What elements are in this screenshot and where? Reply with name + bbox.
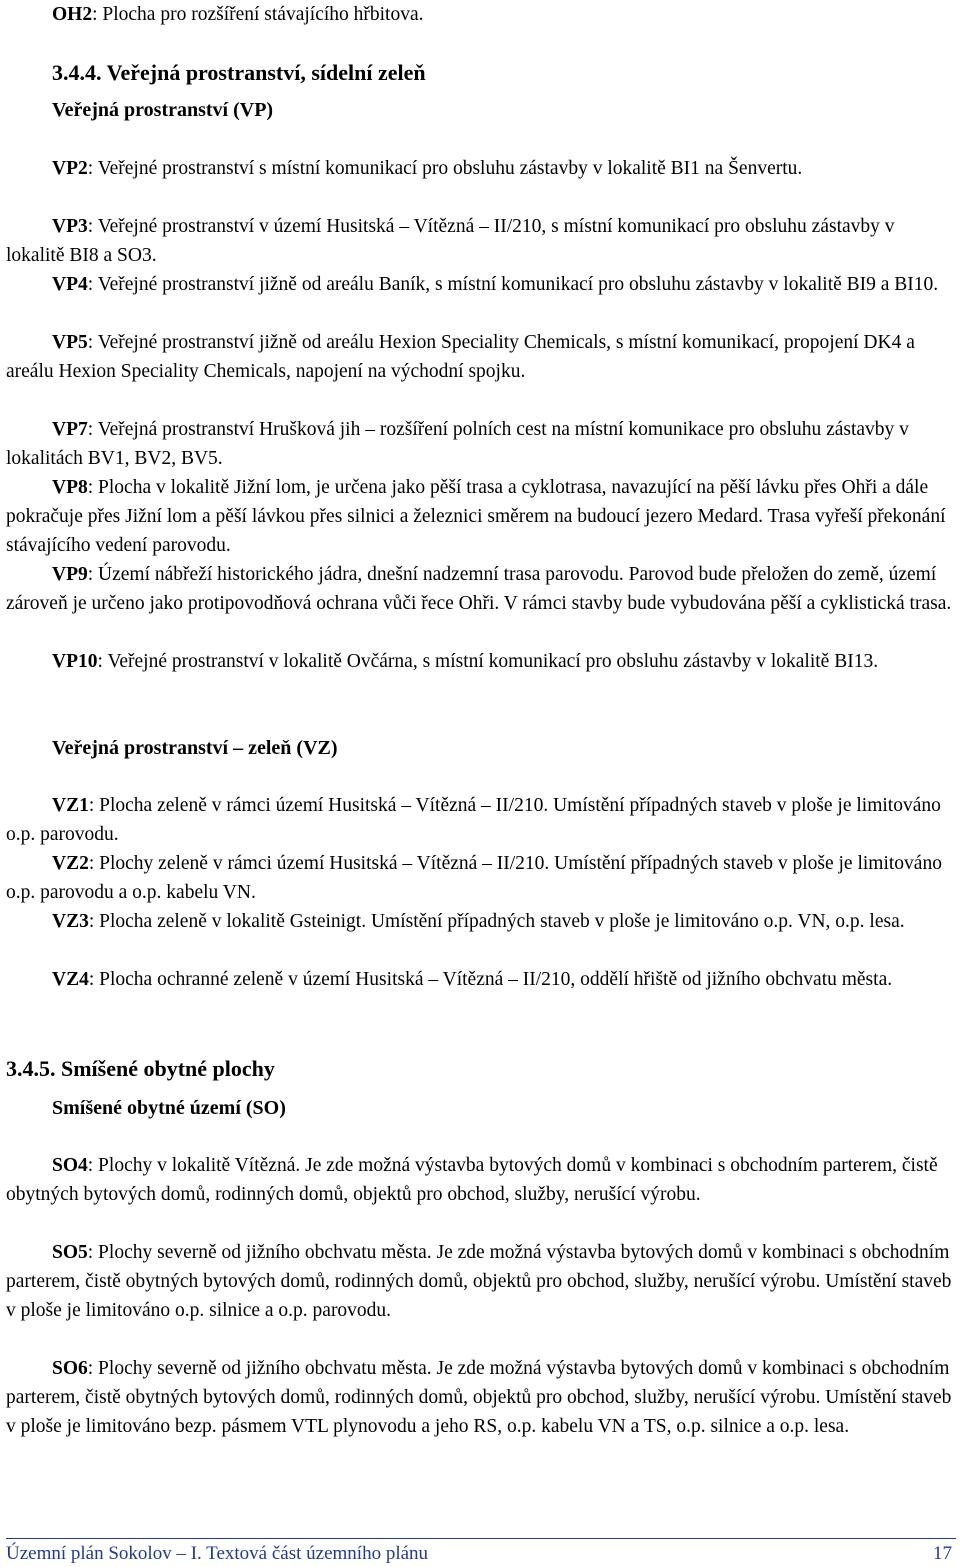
- so5-code: SO5: [52, 1242, 88, 1263]
- vp2-text: : Veřejné prostranství s místní komunikací pro obsluhu zástavby v lokalitě BI1 na Šenvertu.: [87, 158, 803, 179]
- vz4-code: VZ4: [52, 969, 89, 990]
- vp8-paragraph: [6, 473, 952, 560]
- vp5-code: VP5: [52, 332, 88, 353]
- vp10-code: VP10: [52, 651, 98, 672]
- vz1-paragraph: [6, 791, 952, 849]
- vp2-paragraph: [6, 154, 952, 183]
- so4-code: SO4: [52, 1155, 88, 1176]
- footer-page-number: 17: [933, 1543, 952, 1564]
- vp8-text: : Plocha v lokalitě Jižní lom, je určena jako pěší trasa a cyklotrasa, navazující na pěší lávku přes Ohři a dále pokračuje přes Jižní lom a pěší lávkou přes silnici a železnici směrem na budoucí jezero Medard. Trasa vyřeší překonání stávajícího vedení parovodu.: [6, 477, 946, 556]
- vz2-paragraph: [6, 849, 952, 907]
- vp4-text: : Veřejné prostranství jižně od areálu Baník, s místní komunikací pro obsluhu zástavby v lokalitě BI9 a BI10.: [87, 274, 939, 295]
- vz4-text: : Plocha ochranné zeleně v území Husitská – Vítězná – II/210, oddělí hřiště od jižního obchvatu města.: [88, 969, 893, 990]
- vp3-paragraph: [6, 212, 952, 270]
- vp5-text: : Veřejné prostranství jižně od areálu Hexion Speciality Chemicals, s místní komunikací, propojení DK4 a areálu Hexion Speciality Chemicals, napojení na východní spojku.: [6, 332, 915, 382]
- so-heading: Smíšené obytné území (SO): [52, 1097, 286, 1119]
- so6-code: SO6: [52, 1358, 88, 1379]
- vp9-paragraph: [6, 560, 952, 618]
- vz-heading: Veřejná prostranství – zeleň (VZ): [52, 737, 338, 759]
- vp5-paragraph: [6, 328, 952, 386]
- vp4-code: VP4: [52, 274, 88, 295]
- vp9-code: VP9: [52, 564, 88, 585]
- footer-document-title: Územní plán Sokolov – I. Textová část územního plánu: [6, 1543, 429, 1564]
- so6-paragraph: [6, 1354, 952, 1441]
- vp4-paragraph: [6, 270, 952, 299]
- footer-divider: [6, 1538, 956, 1539]
- section-345-title: 3.4.5. Smíšené obytné plochy: [6, 1056, 275, 1081]
- vp2-code: VP2: [52, 158, 88, 179]
- vz3-text: : Plocha zeleně v lokalitě Gsteinigt. Umístění případných staveb v ploše je limitováno o.p. VN, o.p. lesa.: [88, 911, 905, 932]
- so5-text: : Plochy severně od jižního obchvatu města. Je zde možná výstavba bytových domů v kombinaci s obchodním parterem, čistě obytných bytových domů, rodinných domů, objektů pro obchod, služby, nerušící výrobu. Umístění staveb v ploše je limitováno o.p. silnice a o.p. parovodu.: [6, 1242, 952, 1321]
- vp3-text: : Veřejné prostranství v území Husitská – Vítězná – II/210, s místní komunikací pro obsluhu zástavby v lokalitě BI8 a SO3.: [6, 216, 895, 266]
- so5-paragraph: [6, 1238, 952, 1325]
- vp7-text: : Veřejná prostranství Hrušková jih – rozšíření polních cest na místní komunikace pro obsluhu zástavby v lokalitách BV1, BV2, BV5.: [6, 419, 909, 469]
- vz2-code: VZ2: [52, 853, 89, 874]
- vz1-text: : Plocha zeleně v rámci území Husitská – Vítězná – II/210. Umístění případných staveb v ploše je limitováno o.p. parovodu.: [6, 795, 941, 845]
- oh2-paragraph: [6, 0, 952, 29]
- oh2-code: OH2: [52, 4, 93, 25]
- vz2-text: : Plochy zeleně v rámci území Husitská – Vítězná – II/210. Umístění případných staveb v ploše je limitováno o.p. parovodu a o.p. kabelu VN.: [6, 853, 942, 903]
- so4-text: : Plochy v lokalitě Vítězná. Je zde možná výstavba bytových domů v kombinaci s obchodním parterem, čistě obytných bytových domů, rodinných domů, objektů pro obchod, služby, nerušící výrobu.: [6, 1155, 938, 1205]
- vp7-paragraph: [6, 415, 952, 473]
- vz4-paragraph: [6, 965, 952, 994]
- vp10-paragraph: [6, 647, 952, 676]
- vp10-text: : Veřejné prostranství v lokalitě Ovčárna, s místní komunikací pro obsluhu zástavby v lokalitě BI13.: [97, 651, 879, 672]
- oh2-text: : Plocha pro rozšíření stávajícího hřbitova.: [92, 4, 424, 25]
- section-344-title: 3.4.4. Veřejná prostranství, sídelní zeleň: [52, 60, 426, 85]
- vz3-paragraph: [6, 907, 952, 936]
- vp3-code: VP3: [52, 216, 88, 237]
- so6-text: : Plochy severně od jižního obchvatu města. Je zde možná výstavba bytových domů v kombinaci s obchodním parterem, čistě obytných bytových domů, rodinných domů, objektů pro obchod, služby, nerušící výrobu. Umístění staveb v ploše je limitováno bezp. pásmem VTL plynovodu a jeho RS, o.p. kabelu VN a TS, o.p. silnice a o.p. lesa.: [6, 1358, 952, 1437]
- page-footer: [6, 1538, 952, 1564]
- vz1-code: VZ1: [52, 795, 89, 816]
- vp-heading: Veřejná prostranství (VP): [52, 99, 274, 121]
- vp9-text: : Území nábřeží historického jádra, dnešní nadzemní trasa parovodu. Parovod bude přeložen do země, území zároveň je určeno jako protipovodňová ochrana vůči řece Ohři. V rámci stavby bude vybudována pěší a cyklistická trasa.: [6, 564, 952, 614]
- vp7-code: VP7: [52, 419, 88, 440]
- so4-paragraph: [6, 1151, 952, 1209]
- vp8-code: VP8: [52, 477, 88, 498]
- vz3-code: VZ3: [52, 911, 89, 932]
